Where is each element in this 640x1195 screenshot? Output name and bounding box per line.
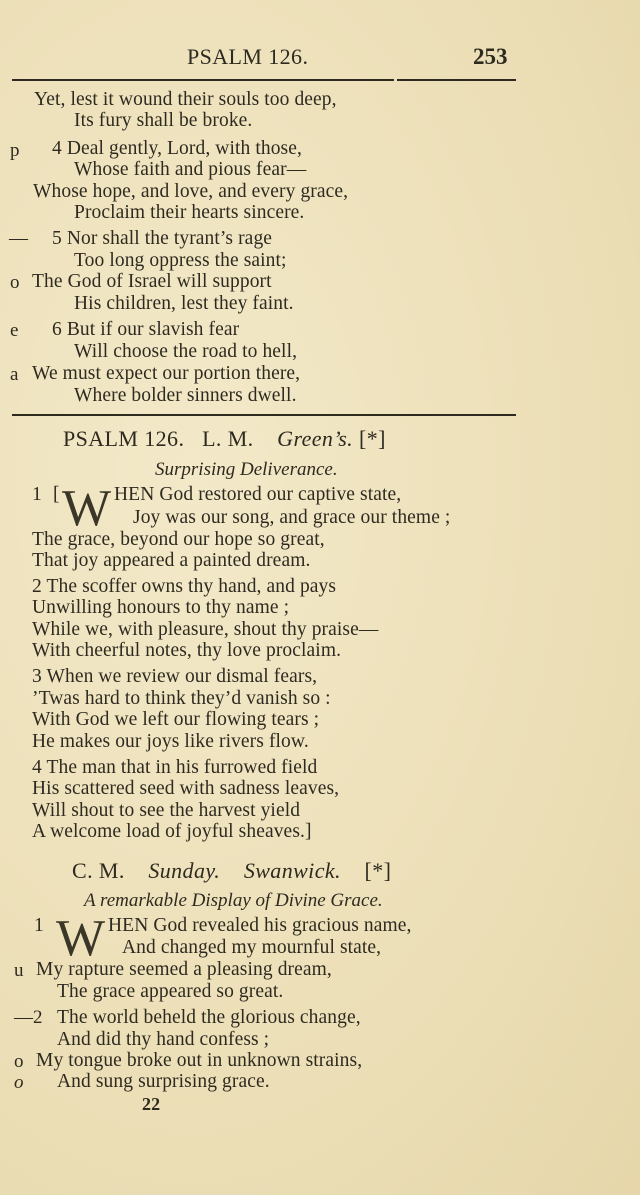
- verse-line: His scattered seed with sadness leaves,: [32, 778, 340, 799]
- verse-line: 5 Nor shall the tyrant’s rage: [52, 228, 273, 249]
- verse-line: And did thy hand confess ;: [57, 1029, 270, 1050]
- verse-line: The world beheld the glorious change,: [57, 1007, 361, 1028]
- drop-cap: W: [62, 480, 112, 537]
- dynamic-mark: —2: [14, 1007, 43, 1028]
- header-rule-right: [397, 79, 516, 81]
- verse-line: My rapture seemed a pleasing dream,: [36, 959, 332, 980]
- verse-line: The God of Israel will support: [32, 271, 272, 292]
- verse-line: My tongue broke out in unknown strains,: [36, 1050, 363, 1071]
- bracket: [: [53, 484, 60, 505]
- verse-line: We must expect our portion there,: [32, 363, 301, 384]
- hymn-subtitle: A remarkable Display of Divine Grace.: [84, 890, 383, 911]
- verse-line: Will choose the road to hell,: [74, 341, 298, 362]
- verse-line: HEN God restored our captive state,: [114, 484, 402, 505]
- hymn-mark: [*]: [359, 426, 386, 451]
- verse-line: Whose faith and pious fear—: [74, 159, 307, 180]
- dynamic-mark: u: [14, 960, 24, 981]
- verse-line: The grace appeared so great.: [57, 981, 284, 1002]
- verse-line: 4 The man that in his furrowed field: [32, 757, 318, 778]
- hymn-meter: L. M.: [202, 426, 254, 451]
- hymn-tune: Green’s.: [277, 426, 354, 451]
- hymn-title: [63, 426, 386, 452]
- verse-line: He makes our joys like rivers flow.: [32, 731, 309, 752]
- dynamic-mark: o: [14, 1051, 24, 1072]
- verse-line: 2 The scoffer owns thy hand, and pays: [32, 576, 337, 597]
- dynamic-mark: a: [10, 364, 19, 385]
- dynamic-mark: p: [10, 140, 20, 161]
- verse-line: His children, lest they faint.: [74, 293, 294, 314]
- signature-mark: 22: [142, 1094, 161, 1114]
- section-rule: [12, 414, 516, 416]
- verse-line: And changed my mournful state,: [122, 937, 382, 958]
- verse-line: The grace, beyond our hope so great,: [32, 529, 325, 550]
- verse-line: With cheerful notes, thy love proclaim.: [32, 640, 342, 661]
- verse-line: Whose hope, and love, and every grace,: [33, 181, 349, 202]
- verse-line: While we, with pleasure, shout thy praise—: [32, 619, 379, 640]
- page-number: 253: [473, 44, 508, 69]
- dynamic-mark: —: [9, 228, 28, 249]
- hymn-meter: C. M.: [72, 858, 125, 883]
- hymn-subtitle: Surprising Deliverance.: [155, 459, 338, 480]
- verse-line: 3 When we review our dismal fears,: [32, 666, 318, 687]
- hymn-psalm: PSALM 126.: [63, 426, 185, 451]
- hymn-mark: [*]: [364, 858, 392, 883]
- verse-line: Its fury shall be broke.: [74, 110, 253, 131]
- verse-line: HEN God revealed his gracious name,: [108, 915, 412, 936]
- verse-line: 6 But if our slavish fear: [52, 319, 240, 340]
- header-rule-left: [12, 79, 394, 81]
- stanza-number: 1: [32, 484, 42, 505]
- verse-line: That joy appeared a painted dream.: [32, 550, 311, 571]
- running-title: PSALM 126.: [187, 44, 309, 69]
- verse-line: Too long oppress the saint;: [74, 250, 287, 271]
- hymn-title: [72, 858, 391, 884]
- drop-cap: W: [56, 910, 106, 967]
- verse-line: Where bolder sinners dwell.: [74, 385, 297, 406]
- stanza-number: 1: [34, 915, 44, 936]
- verse-line: ’Twas hard to think they’d vanish so :: [32, 688, 331, 709]
- dynamic-mark: o: [14, 1072, 24, 1093]
- dynamic-mark: o: [10, 272, 20, 293]
- verse-line: And sung surprising grace.: [57, 1071, 270, 1092]
- hymn-tune: Swanwick.: [243, 858, 341, 883]
- hymn-tune: Sunday.: [148, 858, 221, 883]
- dynamic-mark: e: [10, 320, 19, 341]
- verse-line: 4 Deal gently, Lord, with those,: [52, 138, 302, 159]
- verse-line: Unwilling honours to thy name ;: [32, 597, 290, 618]
- verse-line: Proclaim their hearts sincere.: [74, 202, 305, 223]
- verse-line: Joy was our song, and grace our theme ;: [133, 507, 451, 528]
- verse-line: With God we left our flowing tears ;: [32, 709, 320, 730]
- verse-line: A welcome load of joyful sheaves.]: [32, 821, 312, 842]
- verse-line: Will shout to see the harvest yield: [32, 800, 301, 821]
- verse-line: Yet, lest it wound their souls too deep,: [34, 89, 337, 110]
